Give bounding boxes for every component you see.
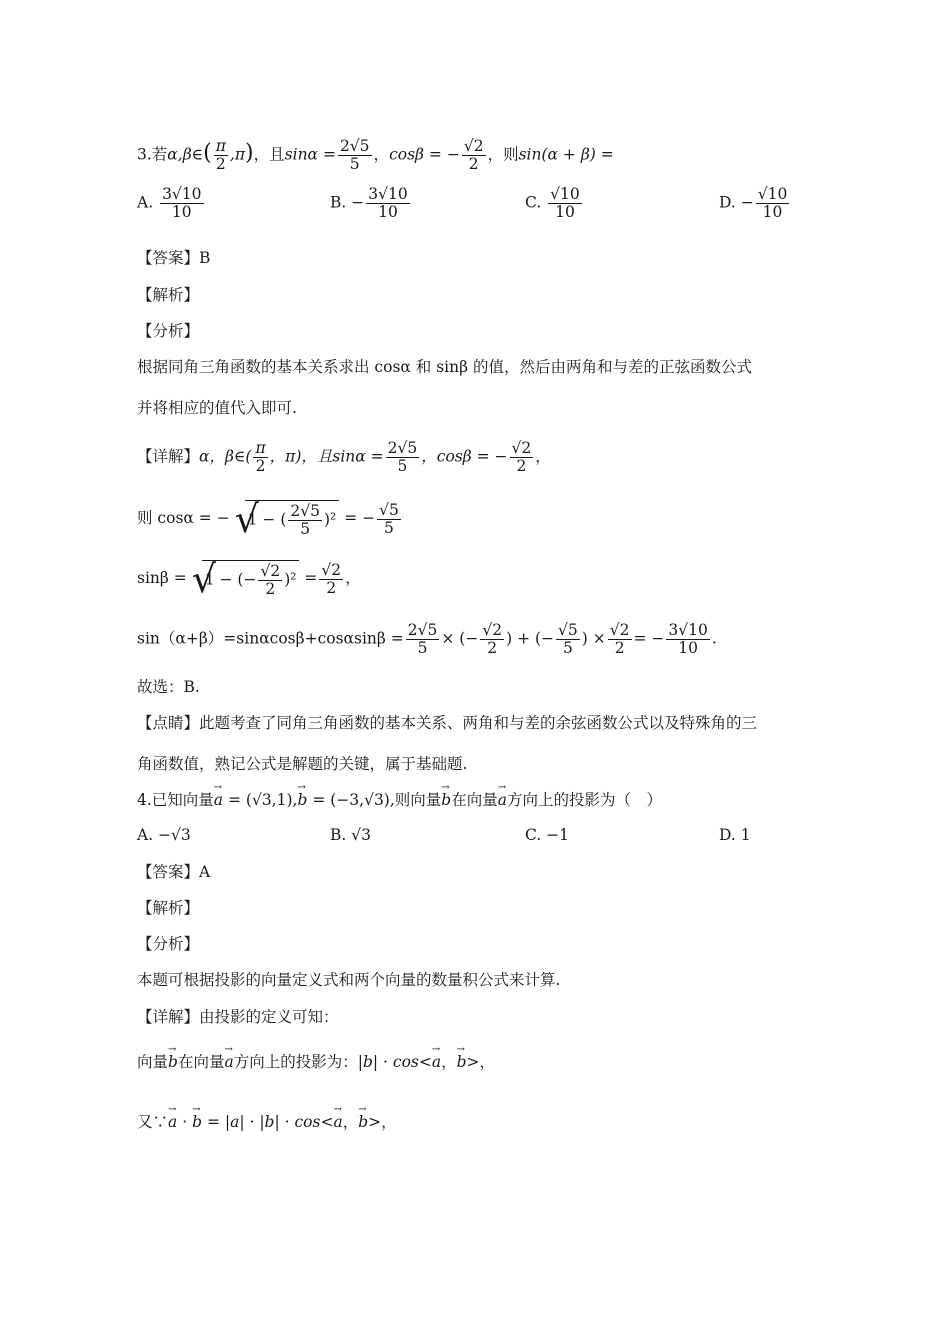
q3-sum-line: sin（α+β）=sinαcosβ+cosαsinβ = $\frac{2√5}{5}$ × (− $\frac{√2}{2}$ ) + (− $\frac{√5}{5}$ ) × $\frac{√2}{2}$ = − $\frac{3√10}{10}$ . <box>137 621 717 657</box>
frac-r2-2: $\frac{√2}{2}$ <box>463 137 484 173</box>
q3-dianjing-2: 角函数值，熟记公式是解题的关键，属于基础题. <box>137 755 468 773</box>
q3-option-d: D. − $\frac{√10}{10}$ <box>719 185 788 221</box>
q4-jiexi: 【解析】 <box>137 899 200 917</box>
q3-analysis-1: 根据同角三角函数的基本关系求出 cosα 和 sinβ 的值，然后由两角和与差的正弦函数公式 <box>137 358 752 376</box>
frac-pi-2: $\frac{\pi}{2}$ <box>215 137 226 173</box>
q3-choose: 故选：B. <box>137 678 200 696</box>
q4-stem: 4.已知向量→ a = (√3,1),→ b = (−3,√3),则向量→ b在向量→ a方向上的投影为（ ） <box>137 790 662 810</box>
q4-answer: 【答案】A <box>137 863 211 881</box>
q4-also-line: 又∵→ a · → b = |a| · |b| · cos<→ a，→ b>， <box>137 1112 397 1132</box>
frac-2r5-5: $\frac{2√5}{5}$ <box>339 137 370 173</box>
q4-analysis: 本题可根据投影的向量定义式和两个向量的数量积公式来计算. <box>137 971 561 989</box>
q3-sin-beta-line: sinβ = √ 1 − (− $\frac{√2}{2}$ )² = $\frac{√2}{2}$ ， <box>137 557 361 601</box>
q4-option-b: B. √3 <box>330 826 371 844</box>
q4-option-d: D. 1 <box>719 826 751 844</box>
q3-jiexi: 【解析】 <box>137 286 200 304</box>
q3-answer: 【答案】B <box>137 249 211 267</box>
q4-fenxi: 【分析】 <box>137 935 200 953</box>
q3-fenxi: 【分析】 <box>137 322 200 340</box>
q4-projection-line: 向量→ b在向量→ a方向上的投影为：|b| · cos<→ a，→ b>， <box>137 1052 495 1072</box>
q3-set: α,β∈ <box>167 145 204 164</box>
q3-option-b: B. − $\frac{3√10}{10}$ <box>330 185 408 221</box>
q3-number: 3.若 <box>137 145 168 164</box>
q3-option-a: A. $\frac{3√10}{10}$ <box>137 185 202 221</box>
q3-dianjing-1: 【点睛】此题考查了同角三角函数的基本关系、两角和与差的余弦函数公式以及特殊角的三 <box>137 714 758 732</box>
q4-option-a: A. −√3 <box>137 826 191 844</box>
q4-detail: 【详解】由投影的定义可知： <box>137 1008 339 1026</box>
q3-stem: 3.若α,β∈( $\frac{\pi}{2}$ ,π)，且sinα = $\frac{2√5}{5}$ ，cosβ = − $\frac{√2}{2}$ ，则sin(α + β) = <box>137 137 614 173</box>
q3-analysis-2: 并将相应的值代入即可. <box>137 399 297 417</box>
q4-option-c: C. −1 <box>525 826 570 844</box>
q3-cos-alpha-line: 则 cosα = − √ 1 − ( $\frac{2√5}{5}$ )² = − $\frac{√5}{5}$ <box>137 497 399 541</box>
q3-option-c: C. $\frac{√10}{10}$ <box>525 185 580 221</box>
q3-detail-1: 【详解】α，β∈( $\frac{\pi}{2}$ ，π)，且sinα = $\frac{2√5}{5}$ ，cosβ = − $\frac{√2}{2}$ ， <box>137 439 551 475</box>
